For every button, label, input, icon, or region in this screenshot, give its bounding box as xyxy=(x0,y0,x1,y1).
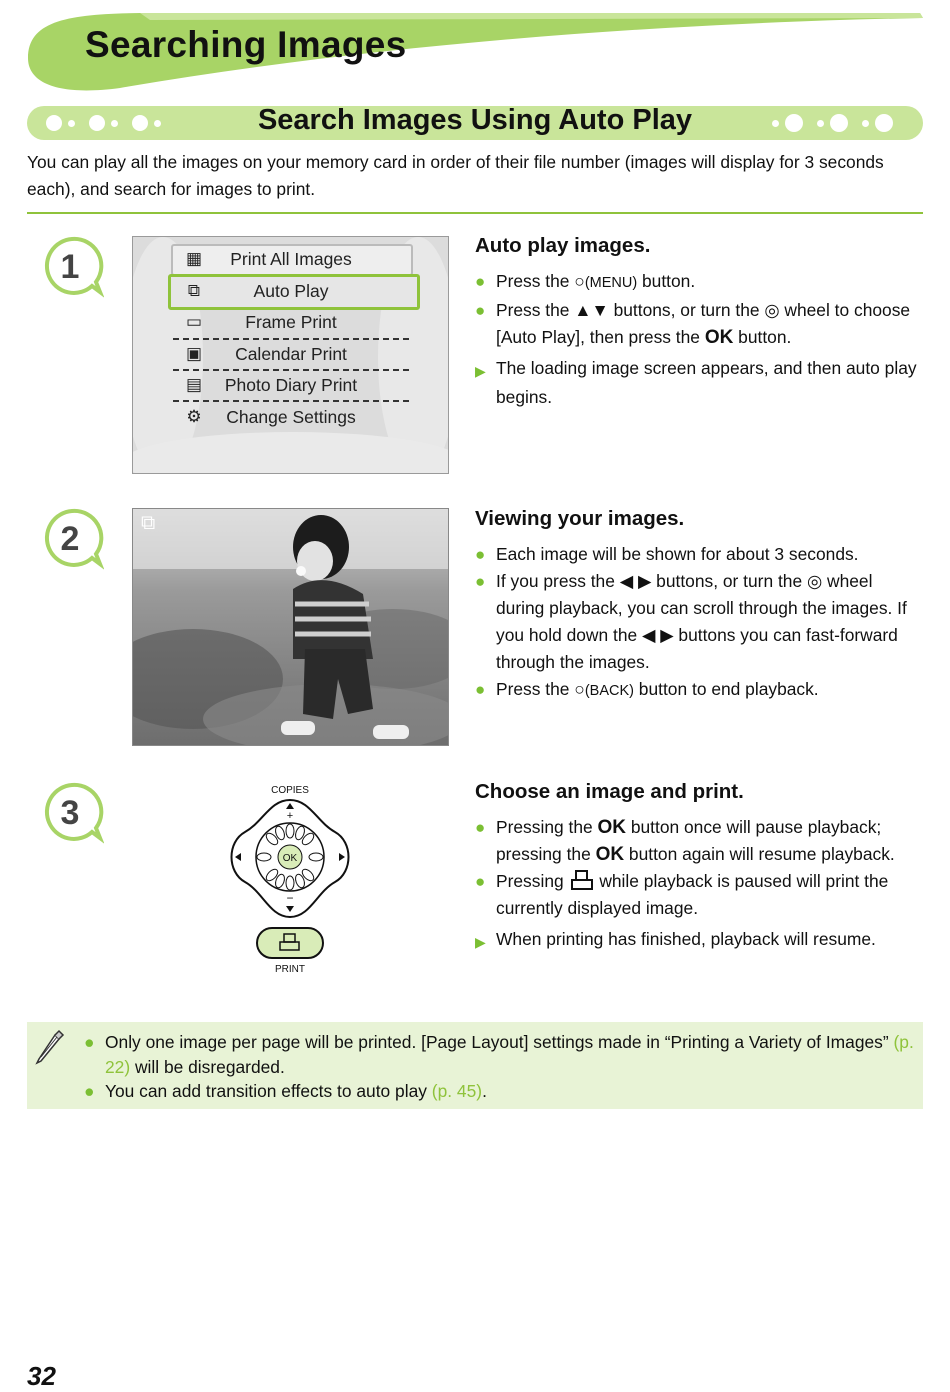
step-3-bullet-1: ● Pressing the OK button once will pause playback; pressing the OK button again will resume playback. xyxy=(475,817,895,865)
section-title: Search Images Using Auto Play xyxy=(257,104,693,136)
intro-text: You can play all the images on your memory card in order of their file number (images will display for 3 seconds each), and search for images to print. xyxy=(27,152,884,199)
auto-play-icon: ⧉ xyxy=(187,281,201,300)
step-1-badge xyxy=(40,234,104,298)
page-title: Searching Images xyxy=(85,24,407,65)
step-3-bullets xyxy=(475,814,920,954)
note-bullet-1: ● Only one image per page will be printed. [Page Layout] settings made in “Printing a Variety of Images” (p. 22) will be disregarded. xyxy=(84,1032,914,1077)
page-22-link[interactable]: (p. 22) xyxy=(105,1032,914,1077)
auto-play-indicator-icon: ⧉ xyxy=(141,512,156,534)
menu-item-auto-play[interactable]: Auto Play xyxy=(253,281,329,301)
calendar-print-icon: ▣ xyxy=(185,344,203,363)
step-3-number: 3 xyxy=(60,794,80,832)
step-3-badge xyxy=(40,780,104,844)
control-wheel-icon: ◎ xyxy=(806,571,823,591)
print-all-icon: ▦ xyxy=(185,249,203,268)
step-2-bullet-2: ● If you press the ◀ ▶ buttons, or turn the ◎ wheel during playback, you can scroll through the images. If you hold down the ◀ ▶ buttons you can fast-forward through the images. xyxy=(475,571,907,672)
menu-item-change-settings[interactable]: Change Settings xyxy=(226,407,356,427)
menu-item-print-all[interactable]: Print All Images xyxy=(230,249,352,269)
page-45-link[interactable]: (p. 45) xyxy=(431,1081,483,1101)
note-text xyxy=(84,1030,914,1104)
menu-item-frame-print[interactable]: Frame Print xyxy=(245,312,337,332)
settings-icon: ⚙ xyxy=(186,407,202,426)
step-3-heading: Choose an image and print. xyxy=(475,780,744,803)
divider xyxy=(27,212,923,214)
ok-button-icon: OK xyxy=(704,327,734,348)
up-down-arrow-icon: ▲▼ xyxy=(574,300,609,320)
step-3-bullet-2: ● Pressing while playback is paused will print the currently displayed image. xyxy=(475,871,889,918)
ok-button-icon: OK xyxy=(595,844,625,865)
ok-label: OK xyxy=(282,853,298,864)
step-1-bullet-2: ● Press the ▲▼ buttons, or turn the ◎ wheel to choose [Auto Play], then press the OK button. xyxy=(475,300,911,348)
step-2-number: 2 xyxy=(60,520,80,558)
photo-diary-icon: ▤ xyxy=(185,375,203,394)
controller-illustration xyxy=(225,782,355,982)
menu-item-calendar-print[interactable]: Calendar Print xyxy=(235,344,347,364)
print-label: PRINT xyxy=(275,964,305,975)
step-1-result: ▶ The loading image screen appears, and then auto play begins. xyxy=(475,358,917,407)
copies-label: COPIES xyxy=(271,785,309,796)
step-1-number: 1 xyxy=(60,248,80,286)
print-button-icon xyxy=(569,869,595,891)
auto-play-photo xyxy=(132,508,449,746)
svg-text:−: − xyxy=(286,891,294,905)
step-2-heading: Viewing your images. xyxy=(475,507,685,530)
frame-print-icon: ▭ xyxy=(185,312,203,331)
step-1-heading: Auto play images. xyxy=(475,234,651,257)
step-1-bullet-1: ● Press the ○(MENU) button. xyxy=(475,271,696,291)
step-3-result: ▶ When printing has finished, playback will resume. xyxy=(475,929,876,950)
menu-screenshot xyxy=(132,236,449,474)
control-wheel-icon: ◎ xyxy=(764,300,780,320)
child-photo-illustration xyxy=(133,509,448,745)
left-right-arrow-icon: ◀ ▶ xyxy=(619,571,652,591)
step-2-bullets xyxy=(475,541,920,705)
step-2-bullet-3: ● Press the ○(BACK) button to end playback. xyxy=(475,679,819,699)
step-1-bullets xyxy=(475,268,920,412)
ok-button-icon: OK xyxy=(597,817,626,838)
left-right-arrow-icon: ◀ ▶ xyxy=(642,625,674,645)
step-2-badge xyxy=(40,506,104,570)
menu-button-icon: ○ xyxy=(574,271,585,291)
menu-item-photo-diary-print[interactable]: Photo Diary Print xyxy=(224,375,358,395)
step-2-bullet-1: ● Each image will be shown for about 3 seconds. xyxy=(475,544,859,564)
page-number: 32 xyxy=(27,1361,56,1391)
back-button-icon: ○ xyxy=(574,679,585,699)
note-bullet-2: ● You can add transition effects to auto play (p. 45). xyxy=(84,1081,487,1101)
pencil-note-icon xyxy=(33,1029,65,1065)
print-button xyxy=(257,928,323,958)
svg-text:+: + xyxy=(286,810,294,822)
